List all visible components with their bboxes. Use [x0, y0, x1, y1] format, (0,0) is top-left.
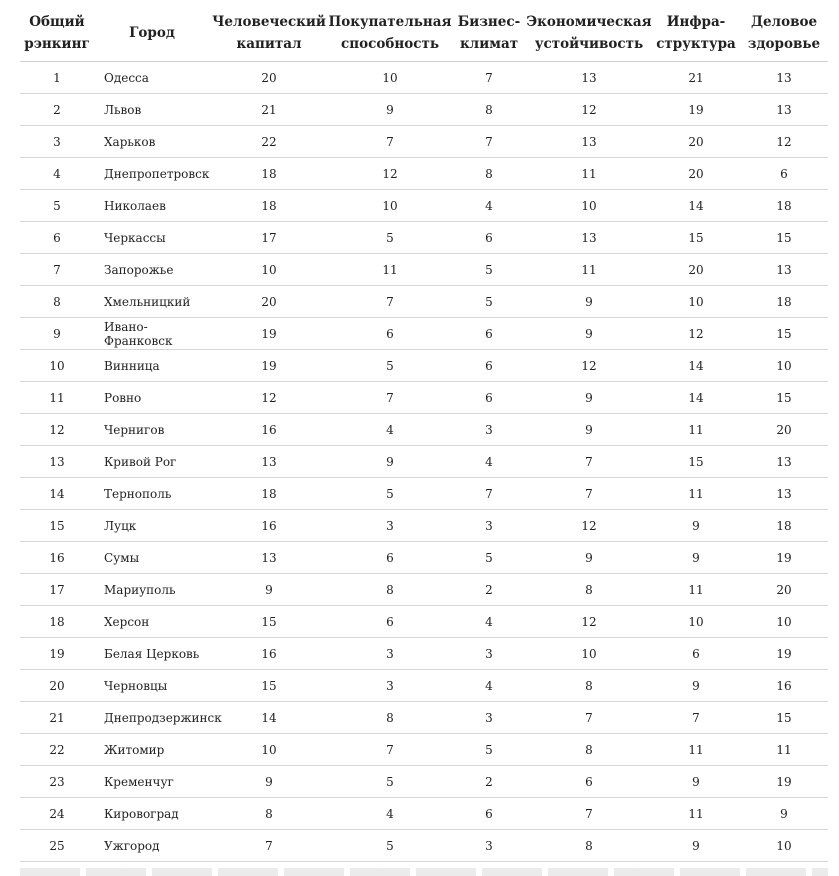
cell-infrastructure: 20	[652, 126, 740, 158]
cell-rank: 21	[20, 702, 94, 734]
header-line: Человеческий	[212, 14, 326, 30]
table-row	[20, 286, 828, 318]
cell-purchasing-power: 3	[328, 670, 452, 702]
header-economic-stability	[526, 0, 652, 62]
cell-economic-stability: 9	[526, 286, 652, 318]
cell-business-climate: 7	[452, 478, 526, 510]
cell-economic-stability: 12	[526, 350, 652, 382]
cell-business-health: 20	[740, 574, 828, 606]
table-row	[20, 510, 828, 542]
cell-purchasing-power: 5	[328, 766, 452, 798]
cell-economic-stability: 13	[526, 126, 652, 158]
table-row	[20, 190, 828, 222]
cell-purchasing-power: 7	[328, 734, 452, 766]
cell-infrastructure: 7	[652, 702, 740, 734]
cell-infrastructure: 14	[652, 382, 740, 414]
cell-purchasing-power: 8	[328, 702, 452, 734]
table-row	[20, 254, 828, 286]
cell-economic-stability: 9	[526, 318, 652, 350]
header-line: Покупательная	[328, 14, 452, 30]
cell-city: Львов	[94, 94, 210, 126]
cell-business-health: 15	[740, 702, 828, 734]
header-business-health	[740, 0, 828, 62]
cell-infrastructure: 10	[652, 286, 740, 318]
cell-business-climate: 3	[452, 830, 526, 862]
cell-purchasing-power: 5	[328, 830, 452, 862]
table-row	[20, 478, 828, 510]
cell-business-health: 11	[740, 734, 828, 766]
table-row	[20, 414, 828, 446]
cell-rank: 20	[20, 670, 94, 702]
table-row	[20, 670, 828, 702]
header-line: Бизнес-	[457, 14, 521, 30]
cell-economic-stability: 10	[526, 190, 652, 222]
cell-human-capital: 18	[210, 478, 328, 510]
cell-city: Чернигов	[94, 414, 210, 446]
header-line: Город	[129, 25, 175, 41]
cell-rank: 22	[20, 734, 94, 766]
cell-human-capital: 7	[210, 830, 328, 862]
table-body	[20, 62, 828, 862]
cell-purchasing-power: 5	[328, 478, 452, 510]
cell-business-climate: 2	[452, 574, 526, 606]
table-row	[20, 798, 828, 830]
cell-city: Сумы	[94, 542, 210, 574]
header-line: Деловое	[750, 14, 818, 30]
cell-rank: 11	[20, 382, 94, 414]
cell-city: Мариуполь	[94, 574, 210, 606]
cell-city: Кировоград	[94, 798, 210, 830]
cell-human-capital: 21	[210, 94, 328, 126]
cell-business-health: 19	[740, 638, 828, 670]
cell-economic-stability: 7	[526, 798, 652, 830]
table-row	[20, 94, 828, 126]
header-line: способность	[341, 36, 439, 52]
cell-human-capital: 16	[210, 414, 328, 446]
cell-purchasing-power: 3	[328, 638, 452, 670]
cell-economic-stability: 12	[526, 510, 652, 542]
cell-rank: 14	[20, 478, 94, 510]
cell-rank: 24	[20, 798, 94, 830]
cell-purchasing-power: 7	[328, 286, 452, 318]
cell-economic-stability: 9	[526, 542, 652, 574]
cell-human-capital: 15	[210, 606, 328, 638]
cell-economic-stability: 9	[526, 382, 652, 414]
cell-purchasing-power: 6	[328, 318, 452, 350]
cell-purchasing-power: 9	[328, 446, 452, 478]
cell-human-capital: 17	[210, 222, 328, 254]
table-row	[20, 158, 828, 190]
cell-city: Черновцы	[94, 670, 210, 702]
cell-human-capital: 8	[210, 798, 328, 830]
cell-business-climate: 8	[452, 94, 526, 126]
header-business-climate	[452, 0, 526, 62]
cell-purchasing-power: 7	[328, 382, 452, 414]
cell-purchasing-power: 10	[328, 190, 452, 222]
cell-city: Днепродзержинск	[94, 702, 210, 734]
cell-business-climate: 6	[452, 222, 526, 254]
table-row	[20, 766, 828, 798]
city-ranking-table	[20, 0, 828, 862]
cell-infrastructure: 19	[652, 94, 740, 126]
table-row	[20, 318, 828, 350]
cell-infrastructure: 21	[652, 62, 740, 94]
table-row	[20, 446, 828, 478]
cell-infrastructure: 11	[652, 734, 740, 766]
cell-rank: 12	[20, 414, 94, 446]
cell-infrastructure: 14	[652, 350, 740, 382]
cell-infrastructure: 6	[652, 638, 740, 670]
cell-business-climate: 4	[452, 190, 526, 222]
cell-economic-stability: 10	[526, 638, 652, 670]
cell-human-capital: 19	[210, 318, 328, 350]
cell-infrastructure: 10	[652, 606, 740, 638]
header-line: капитал	[236, 36, 302, 52]
cell-city: Житомир	[94, 734, 210, 766]
cell-business-climate: 6	[452, 318, 526, 350]
cell-city: Белая Церковь	[94, 638, 210, 670]
cell-business-health: 19	[740, 766, 828, 798]
cell-city: Херсон	[94, 606, 210, 638]
table-header	[20, 0, 828, 62]
header-purchasing-power	[328, 0, 452, 62]
cell-human-capital: 20	[210, 286, 328, 318]
cell-business-health: 20	[740, 414, 828, 446]
cell-business-health: 18	[740, 190, 828, 222]
cell-business-health: 13	[740, 446, 828, 478]
cell-purchasing-power: 6	[328, 606, 452, 638]
cell-business-climate: 3	[452, 638, 526, 670]
table-row	[20, 702, 828, 734]
cell-human-capital: 9	[210, 766, 328, 798]
cell-city: Винница	[94, 350, 210, 382]
cell-business-climate: 5	[452, 286, 526, 318]
table-row	[20, 222, 828, 254]
cell-city: Одесса	[94, 62, 210, 94]
table-row	[20, 830, 828, 862]
cell-infrastructure: 15	[652, 446, 740, 478]
cell-business-health: 13	[740, 94, 828, 126]
cell-rank: 3	[20, 126, 94, 158]
cell-rank: 13	[20, 446, 94, 478]
table-row	[20, 574, 828, 606]
cell-economic-stability: 7	[526, 478, 652, 510]
cell-rank: 1	[20, 62, 94, 94]
table-row	[20, 606, 828, 638]
cell-rank: 25	[20, 830, 94, 862]
cell-city: Харьков	[94, 126, 210, 158]
table-row	[20, 382, 828, 414]
cell-economic-stability: 11	[526, 158, 652, 190]
cell-rank: 15	[20, 510, 94, 542]
header-line: климат	[459, 36, 519, 52]
cell-purchasing-power: 11	[328, 254, 452, 286]
cell-purchasing-power: 8	[328, 574, 452, 606]
footer-divider	[20, 868, 828, 876]
cell-business-health: 13	[740, 478, 828, 510]
cell-infrastructure: 9	[652, 766, 740, 798]
cell-purchasing-power: 6	[328, 542, 452, 574]
cell-business-climate: 6	[452, 350, 526, 382]
cell-business-climate: 4	[452, 606, 526, 638]
cell-business-health: 15	[740, 222, 828, 254]
cell-rank: 5	[20, 190, 94, 222]
cell-economic-stability: 8	[526, 734, 652, 766]
header-line: структура	[656, 36, 736, 52]
cell-infrastructure: 20	[652, 158, 740, 190]
cell-business-climate: 3	[452, 510, 526, 542]
cell-business-health: 19	[740, 542, 828, 574]
cell-business-health: 10	[740, 350, 828, 382]
cell-infrastructure: 9	[652, 670, 740, 702]
cell-human-capital: 18	[210, 158, 328, 190]
cell-economic-stability: 7	[526, 702, 652, 734]
cell-economic-stability: 11	[526, 254, 652, 286]
cell-business-health: 13	[740, 62, 828, 94]
cell-human-capital: 9	[210, 574, 328, 606]
cell-human-capital: 19	[210, 350, 328, 382]
cell-human-capital: 22	[210, 126, 328, 158]
header-line: здоровье	[747, 36, 821, 52]
cell-infrastructure: 11	[652, 798, 740, 830]
cell-business-health: 15	[740, 318, 828, 350]
cell-infrastructure: 14	[652, 190, 740, 222]
cell-business-climate: 4	[452, 670, 526, 702]
cell-business-health: 18	[740, 286, 828, 318]
header-human-capital	[210, 0, 328, 62]
cell-infrastructure: 9	[652, 830, 740, 862]
cell-rank: 16	[20, 542, 94, 574]
cell-human-capital: 20	[210, 62, 328, 94]
cell-human-capital: 12	[210, 382, 328, 414]
cell-city: Кривой Рог	[94, 446, 210, 478]
header-row	[20, 0, 828, 62]
header-overall-rank	[20, 0, 94, 62]
cell-rank: 6	[20, 222, 94, 254]
header-city	[94, 0, 210, 62]
cell-business-health: 10	[740, 606, 828, 638]
cell-rank: 19	[20, 638, 94, 670]
cell-business-climate: 4	[452, 446, 526, 478]
cell-purchasing-power: 4	[328, 798, 452, 830]
cell-infrastructure: 12	[652, 318, 740, 350]
cell-business-climate: 5	[452, 542, 526, 574]
cell-city: Кременчуг	[94, 766, 210, 798]
cell-business-climate: 3	[452, 702, 526, 734]
cell-business-health: 18	[740, 510, 828, 542]
table-row	[20, 734, 828, 766]
cell-rank: 23	[20, 766, 94, 798]
cell-purchasing-power: 5	[328, 222, 452, 254]
cell-infrastructure: 9	[652, 542, 740, 574]
cell-city: Запорожье	[94, 254, 210, 286]
header-line: Общий	[29, 14, 85, 30]
cell-rank: 7	[20, 254, 94, 286]
cell-economic-stability: 12	[526, 94, 652, 126]
cell-infrastructure: 15	[652, 222, 740, 254]
cell-human-capital: 16	[210, 510, 328, 542]
cell-rank: 17	[20, 574, 94, 606]
cell-rank: 10	[20, 350, 94, 382]
cell-business-health: 15	[740, 382, 828, 414]
cell-business-climate: 5	[452, 254, 526, 286]
cell-human-capital: 10	[210, 254, 328, 286]
cell-business-climate: 3	[452, 414, 526, 446]
cell-purchasing-power: 9	[328, 94, 452, 126]
cell-economic-stability: 7	[526, 446, 652, 478]
cell-purchasing-power: 10	[328, 62, 452, 94]
cell-business-climate: 2	[452, 766, 526, 798]
cell-infrastructure: 11	[652, 574, 740, 606]
cell-rank: 8	[20, 286, 94, 318]
cell-infrastructure: 9	[652, 510, 740, 542]
ranking-table-container	[20, 0, 828, 862]
cell-human-capital: 13	[210, 542, 328, 574]
table-row	[20, 62, 828, 94]
cell-purchasing-power: 3	[328, 510, 452, 542]
cell-city: Ровно	[94, 382, 210, 414]
cell-economic-stability: 13	[526, 62, 652, 94]
header-line: Инфра-	[666, 14, 726, 30]
cell-purchasing-power: 7	[328, 126, 452, 158]
cell-business-climate: 8	[452, 158, 526, 190]
header-line: устойчивость	[534, 36, 644, 52]
cell-business-health: 10	[740, 830, 828, 862]
header-line: Экономическая	[526, 14, 652, 30]
cell-economic-stability: 8	[526, 574, 652, 606]
cell-city: Ивано-Франковск	[94, 318, 210, 350]
cell-human-capital: 18	[210, 190, 328, 222]
cell-city: Днепропетровск	[94, 158, 210, 190]
cell-city: Хмельницкий	[94, 286, 210, 318]
table-row	[20, 126, 828, 158]
cell-economic-stability: 8	[526, 830, 652, 862]
cell-business-climate: 6	[452, 382, 526, 414]
cell-infrastructure: 11	[652, 478, 740, 510]
cell-business-health: 13	[740, 254, 828, 286]
table-row	[20, 638, 828, 670]
cell-business-climate: 5	[452, 734, 526, 766]
cell-human-capital: 14	[210, 702, 328, 734]
cell-business-climate: 7	[452, 62, 526, 94]
table-row	[20, 350, 828, 382]
cell-purchasing-power: 5	[328, 350, 452, 382]
cell-rank: 18	[20, 606, 94, 638]
cell-business-health: 12	[740, 126, 828, 158]
cell-infrastructure: 20	[652, 254, 740, 286]
cell-economic-stability: 12	[526, 606, 652, 638]
cell-business-health: 6	[740, 158, 828, 190]
cell-economic-stability: 6	[526, 766, 652, 798]
cell-human-capital: 13	[210, 446, 328, 478]
cell-business-health: 9	[740, 798, 828, 830]
cell-rank: 4	[20, 158, 94, 190]
cell-economic-stability: 9	[526, 414, 652, 446]
cell-economic-stability: 13	[526, 222, 652, 254]
table-row	[20, 542, 828, 574]
cell-city: Луцк	[94, 510, 210, 542]
header-infrastructure	[652, 0, 740, 62]
cell-business-climate: 7	[452, 126, 526, 158]
cell-city: Николаев	[94, 190, 210, 222]
cell-rank: 2	[20, 94, 94, 126]
cell-business-health: 16	[740, 670, 828, 702]
cell-rank: 9	[20, 318, 94, 350]
cell-city: Ужгород	[94, 830, 210, 862]
cell-infrastructure: 11	[652, 414, 740, 446]
cell-human-capital: 10	[210, 734, 328, 766]
cell-business-climate: 6	[452, 798, 526, 830]
cell-purchasing-power: 4	[328, 414, 452, 446]
cell-purchasing-power: 12	[328, 158, 452, 190]
header-line: рэнкинг	[24, 36, 90, 52]
cell-human-capital: 16	[210, 638, 328, 670]
cell-human-capital: 15	[210, 670, 328, 702]
cell-city: Черкассы	[94, 222, 210, 254]
cell-economic-stability: 8	[526, 670, 652, 702]
cell-city: Тернополь	[94, 478, 210, 510]
